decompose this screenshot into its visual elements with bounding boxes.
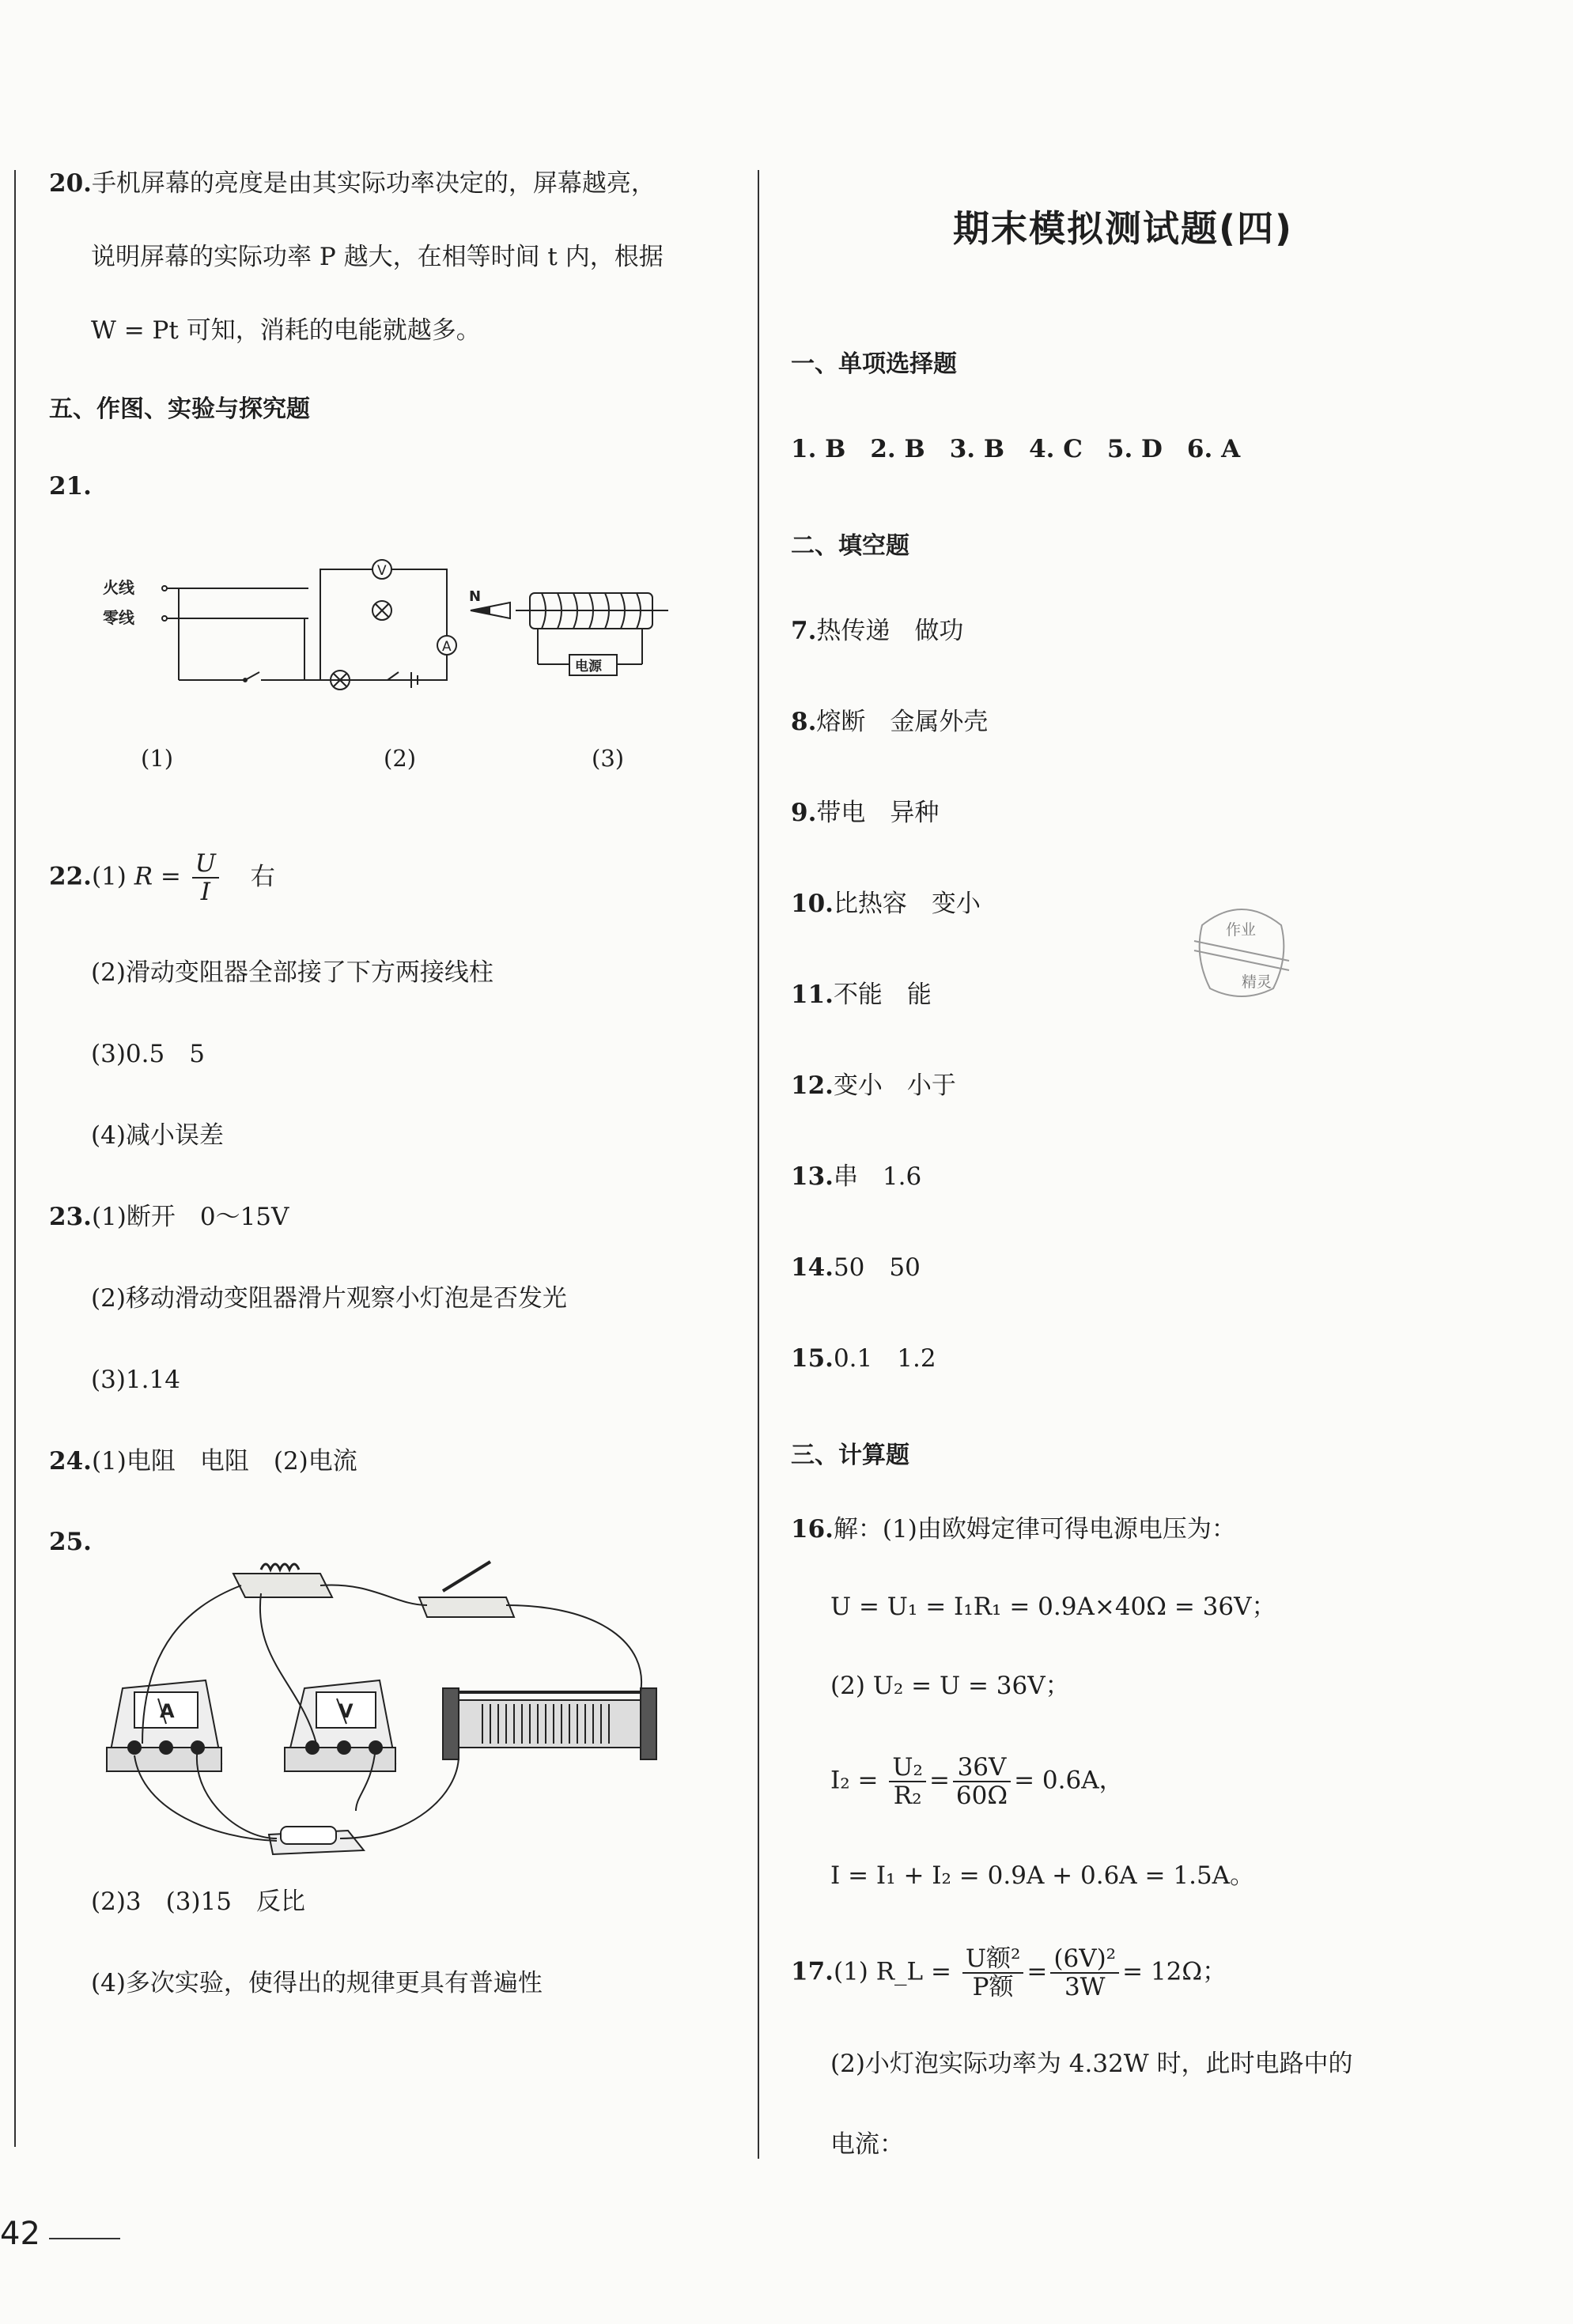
q21-caption-3: (3) [592,745,625,772]
q25-part4: (4)多次实验，使得出的规律更具有普遍性 [91,1969,543,1997]
q16-fraction-1: $\frac{\text{U₂}}{\text{R₂}}$ [889,1754,926,1809]
q16-eq4: I = I₁ + I₂ = 0.9A + 0.6A = 1.5A。 [830,1861,1255,1890]
fill-11: 11.不能 能 [791,981,932,1009]
fill-8: 8.熔断 金属外壳 [791,708,989,736]
section-2-heading: 二、填空题 [791,532,909,560]
q21-caption-2: (2) [384,745,417,772]
section-1-heading: 一、单项选择题 [791,350,957,378]
q21-number: 21. [49,472,92,501]
fill-10: 10.比热容 变小 [791,890,981,918]
q25-part2: (2)3 (3)15 反比 [91,1888,305,1916]
q20-line1 [49,168,656,199]
section-3-heading: 三、计算题 [791,1442,909,1469]
watermark-stamp [1178,894,1305,1012]
fill-12: 12.变小 小于 [791,1071,956,1100]
q25-ammeter-label: A [160,1700,175,1722]
q16-eq3: I₂ = $\frac{\text{U₂}}{\text{R₂}}$ = $\frac{36V}{60\Omega}$ = 0.6A， [830,1753,1124,1810]
q20-text-1: 手机屏幕的亮度是由其实际功率决定的，屏幕越亮， [91,169,656,198]
q22-part3: (3)0.5 5 [91,1040,205,1068]
fill-14: 14.50 50 [791,1253,921,1282]
mc-answers: 1. B 2. B 3. B 4. C 5. D 6. A [791,435,1241,463]
q16-eq2: (2) U₂ = U = 36V； [830,1672,1070,1700]
q20-line2: 说明屏幕的实际功率 P 越大，在相等时间 t 内，根据 [91,243,664,271]
left-margin-line [14,170,16,2147]
column-divider [758,170,759,2159]
q25-number: 25. [49,1528,92,1556]
q23-part2: (2)移动滑动变阻器滑片观察小灯泡是否发光 [91,1284,567,1313]
q21-label-power: 电源 [575,659,602,675]
q21-label-fire: 火线 [103,578,134,597]
q22-part2: (2)滑动变阻器全部接了下方两接线柱 [91,958,493,987]
fill-13: 13.串 1.6 [791,1162,922,1191]
q16-fraction-2: $\frac{36V}{60\Omega}$ [953,1754,1011,1809]
page-number-rule [49,2238,120,2239]
q25-voltmeter-label: V [338,1700,354,1722]
section-5-heading: 五、作图、实验与探究题 [49,395,310,423]
q23-part3: (3)1.14 [91,1366,180,1394]
q17-part2-line2: 电流： [830,2130,904,2159]
stamp-text-bottom: 精灵 [1242,973,1272,991]
q16-intro: 16.解：(1)由欧姆定律可得电源电压为： [791,1515,1236,1544]
page-title: 期末模拟测试题(四) [953,207,1294,250]
q21-meter-a: A [442,639,452,655]
q20-number: 20. [49,169,92,198]
q23-part1: 23.(1)断开 0～15V [49,1203,289,1231]
q17-part2-line1: (2)小灯泡实际功率为 4.32W 时，此时电路中的 [830,2050,1353,2078]
q21-caption-1: (1) [141,745,174,772]
q17-fraction-1: $\frac{\text{U额²}}{\text{P额}}$ [962,1945,1024,2001]
q21-meter-v: V [377,563,387,579]
q17-part1: 17.(1) R_L = $\frac{\text{U额²}}{\text{P额}}$ = $\frac{\text{(6V)²}}{3W}$ = 12Ω； [791,1944,1227,2001]
q25-circuit-drawing [95,1526,680,1866]
q21-diagrams [79,538,712,696]
q24-answer: 24.(1)电阻 电阻 (2)电流 [49,1447,357,1476]
q21-label-n: N [469,588,482,605]
q17-fraction-2: $\frac{\text{(6V)²}}{3W}$ [1050,1945,1119,2001]
stamp-text-top: 作业 [1226,921,1257,939]
page-number: 42 [0,2216,40,2252]
q20-line3: W = Pt 可知，消耗的电能就越多。 [91,316,481,345]
fill-15: 15.0.1 1.2 [791,1344,936,1373]
q16-eq1: U = U₁ = I₁R₁ = 0.9A×40Ω = 36V； [830,1593,1276,1621]
q22-part1: 22.(1) R = $\frac{U}{I}$ 右 [49,849,275,906]
fill-7: 7.热传递 做功 [791,617,964,645]
q22-part4: (4)减小误差 [91,1121,224,1150]
fill-9: 9.带电 异种 [791,799,940,827]
q22-fraction: $\frac{U}{I}$ [192,850,219,905]
q21-label-zero: 零线 [103,608,134,627]
